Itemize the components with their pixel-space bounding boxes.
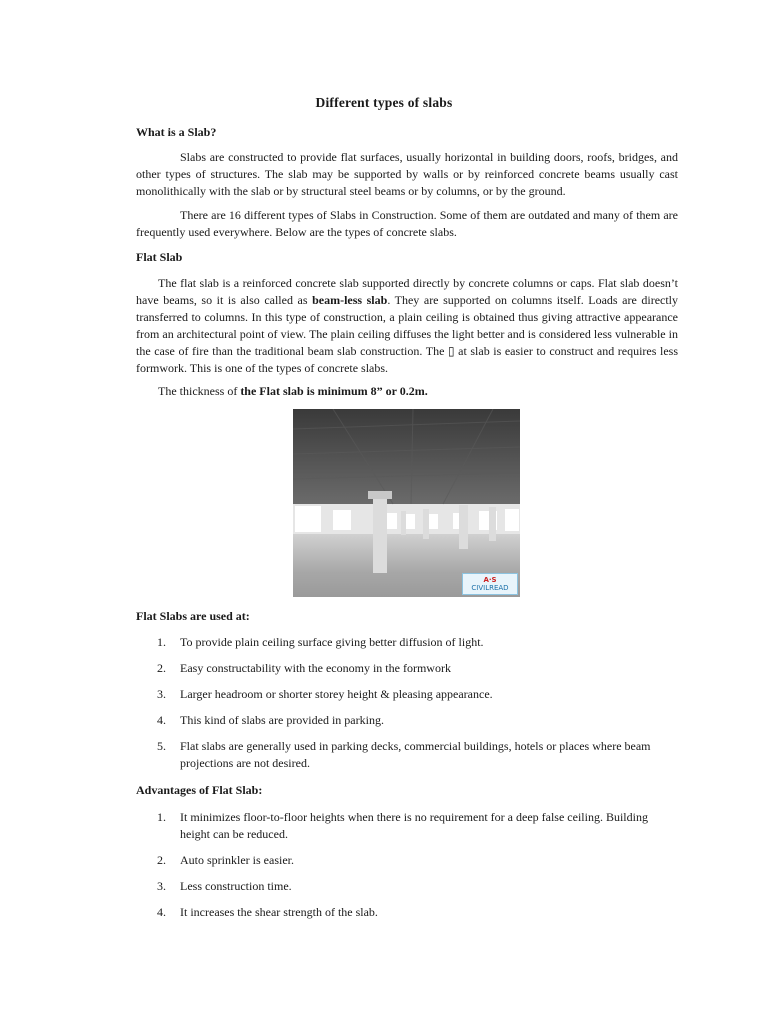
list-text: Auto sprinkler is easier.: [180, 853, 294, 867]
list-number: 3.: [157, 879, 166, 893]
list-text: This kind of slabs are provided in parking.: [180, 713, 384, 727]
heading-what-is-slab: What is a Slab?: [136, 125, 217, 139]
list-text: To provide plain ceiling surface giving better diffusion of light.: [180, 635, 484, 649]
list-number: 2.: [157, 853, 166, 867]
advantages-list: [136, 809, 678, 930]
flat-slab-photo-image: [293, 409, 520, 597]
list-item: [136, 852, 678, 869]
list-number: 3.: [157, 687, 166, 701]
flat-slab-photo: [293, 409, 520, 597]
list-text: Larger headroom or shorter storey height & pleasing appearance.: [180, 687, 493, 701]
list-text: It minimizes floor-to-floor heights when there is no requirement for a deep false ceiling. Building height can be reduced.: [180, 810, 648, 841]
list-number: 1.: [157, 635, 166, 649]
paragraph-slab-types: There are 16 different types of Slabs in Construction. Some of them are outdated and many of them are frequently used everywhere. Below are the types of concrete slabs.: [136, 208, 678, 239]
list-text: Less construction time.: [180, 879, 292, 893]
list-item: [136, 904, 678, 921]
list-text: It increases the shear strength of the slab.: [180, 905, 378, 919]
beam-less-slab-term: beam-less slab: [312, 293, 388, 307]
civilread-logo: [462, 573, 518, 595]
thickness-text: The thickness of: [158, 384, 241, 398]
heading-flat-slab: Flat Slab: [136, 250, 183, 264]
list-item: [136, 809, 678, 843]
paragraph-thickness: [136, 383, 678, 400]
list-number: 2.: [157, 661, 166, 675]
document-title: Different types of slabs: [315, 95, 453, 110]
thickness-value: the Flat slab is minimum 8” or 0.2m.: [240, 384, 428, 398]
list-item: [136, 686, 678, 703]
list-number: 4.: [157, 905, 166, 919]
flat-slab-text-1: The flat slab is a reinforced concrete slab supported directly by concrete columns or caps. Flat slab doesn’t have beams, so it is also called as: [136, 276, 678, 307]
list-item: [136, 712, 678, 729]
paragraph-flat-slab: [136, 275, 678, 377]
logo-mark: A·S: [483, 576, 497, 584]
flat-slab-text-2: . They are supported on columns itself. Loads are directly transferred to columns. In this type of construction, a plain ceiling is obtained thus giving attractive appearance from an architectural point of view. The plain ceiling diffuses the light better and is considered less vulnerable in the case of fire than the traditional beam slab construction. The ▯ at slab is easier to construct and requires less formwork. This is one of the types of concrete slabs.: [136, 293, 679, 375]
list-item: [136, 738, 678, 772]
heading-advantages: Advantages of Flat Slab:: [136, 783, 263, 797]
used-at-list: [136, 634, 678, 781]
list-number: 4.: [157, 713, 166, 727]
list-text: Flat slabs are generally used in parking decks, commercial buildings, hotels or places where beam projections are not desired.: [180, 739, 651, 770]
list-text: Easy constructability with the economy in the formwork: [180, 661, 451, 675]
heading-used-at: Flat Slabs are used at:: [136, 609, 250, 623]
list-item: [136, 634, 678, 651]
list-item: [136, 660, 678, 677]
list-number: 1.: [157, 810, 166, 824]
logo-text: CIVILREAD: [471, 584, 509, 592]
list-item: [136, 878, 678, 895]
list-number: 5.: [157, 739, 166, 753]
paragraph-slab-definition: Slabs are constructed to provide flat surfaces, usually horizontal in building doors, roofs, bridges, and other types of structures. The slab may be supported by walls or by reinforced concrete beams usually cast monolithically with the slab or by structural steel beams or by columns, or by the ground.: [136, 150, 678, 198]
